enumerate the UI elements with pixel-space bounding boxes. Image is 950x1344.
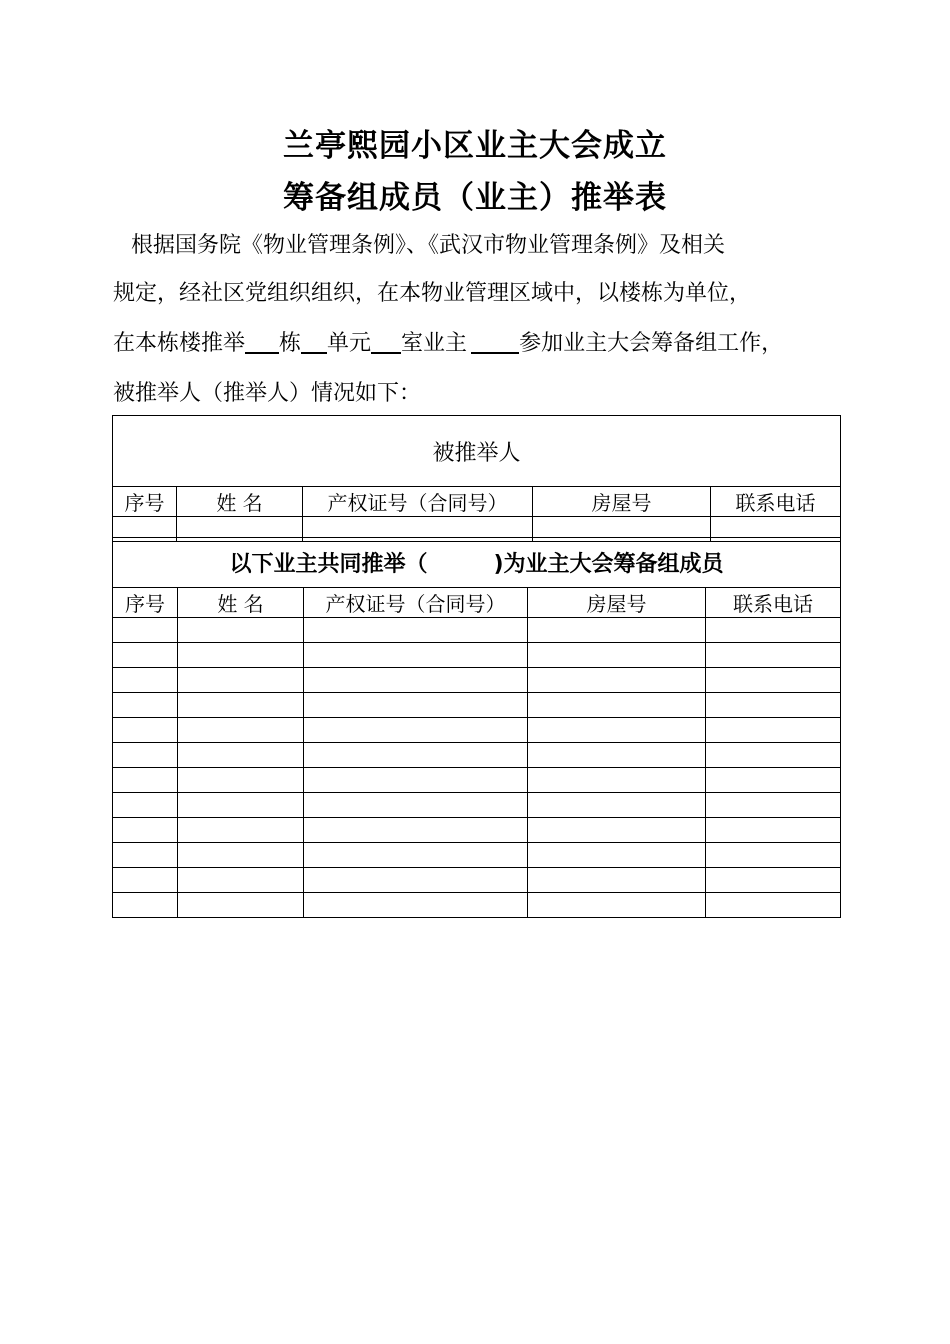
- table-cell[interactable]: [528, 618, 706, 643]
- document-title-line2: 筹备组成员（业主）推举表: [283, 180, 667, 216]
- nominee-banner: 被推举人: [113, 416, 841, 487]
- table-cell[interactable]: [528, 893, 706, 918]
- table-cell[interactable]: [304, 893, 528, 918]
- col-header-house: 房屋号: [533, 487, 711, 517]
- table-cell[interactable]: [113, 893, 178, 918]
- table-row: [113, 618, 841, 643]
- intro-line-1: 根据国务院《物业管理条例》、《武汉市物业管理条例》及相关: [131, 233, 726, 258]
- table-cell[interactable]: [178, 868, 304, 893]
- unit-blank[interactable]: [301, 330, 327, 354]
- table-cell[interactable]: [178, 768, 304, 793]
- nominee-table: [112, 415, 841, 542]
- table-cell[interactable]: [178, 668, 304, 693]
- table-cell[interactable]: [706, 843, 841, 868]
- table-cell[interactable]: [113, 643, 178, 668]
- intro-line3-text-4: 室业主: [401, 331, 468, 356]
- recommender-header-row: [113, 588, 841, 618]
- table-cell[interactable]: [528, 793, 706, 818]
- table-cell[interactable]: [528, 718, 706, 743]
- table-row: [113, 743, 841, 768]
- table-cell[interactable]: [178, 818, 304, 843]
- table-cell[interactable]: [113, 843, 178, 868]
- table-cell[interactable]: [304, 743, 528, 768]
- table-cell[interactable]: [528, 818, 706, 843]
- table-row: [113, 893, 841, 918]
- table-cell[interactable]: [178, 843, 304, 868]
- table-cell[interactable]: [178, 743, 304, 768]
- col-header-house: 房屋号: [528, 588, 706, 618]
- table-cell[interactable]: [528, 868, 706, 893]
- table-cell[interactable]: [304, 768, 528, 793]
- document-title-line1: 兰亭熙园小区业主大会成立: [283, 128, 667, 164]
- table-row: [113, 793, 841, 818]
- intro-line3-text-3: 单元: [327, 331, 372, 356]
- col-header-phone: 联系电话: [706, 588, 841, 618]
- table-cell[interactable]: [113, 618, 178, 643]
- table-cell[interactable]: [706, 793, 841, 818]
- room-blank[interactable]: [371, 330, 401, 354]
- table-cell[interactable]: [706, 768, 841, 793]
- col-header-name: 姓 名: [178, 588, 304, 618]
- table-cell[interactable]: [706, 743, 841, 768]
- table-row: [113, 818, 841, 843]
- table-cell[interactable]: [706, 668, 841, 693]
- table-row: [113, 693, 841, 718]
- table-cell[interactable]: [113, 668, 178, 693]
- table-cell[interactable]: [113, 743, 178, 768]
- table-cell[interactable]: [304, 618, 528, 643]
- table-cell[interactable]: [113, 868, 178, 893]
- intro-line-3: [113, 326, 853, 357]
- table-cell[interactable]: [706, 693, 841, 718]
- table-row: [113, 868, 841, 893]
- table-cell[interactable]: [528, 743, 706, 768]
- table-cell[interactable]: [528, 843, 706, 868]
- table-row: [113, 643, 841, 668]
- table-cell[interactable]: [528, 643, 706, 668]
- table-cell[interactable]: [178, 693, 304, 718]
- intro-line-4: 被推举人（推举人）情况如下：: [113, 381, 422, 406]
- recommender-banner: 以下业主共同推举（ )为业主大会筹备组成员: [113, 538, 841, 588]
- table-cell[interactable]: [706, 868, 841, 893]
- intro-line3-text-2: 栋: [279, 331, 302, 356]
- table-cell[interactable]: [113, 693, 178, 718]
- table-cell[interactable]: [178, 718, 304, 743]
- intro-line-2: 规定，经社区党组织组织，在本物业管理区域中，以楼栋为单位，: [113, 281, 752, 306]
- table-cell[interactable]: [304, 718, 528, 743]
- recommender-table: [112, 537, 841, 918]
- table-cell[interactable]: [528, 693, 706, 718]
- table-cell[interactable]: [304, 643, 528, 668]
- table-row: [113, 768, 841, 793]
- table-cell[interactable]: [113, 768, 178, 793]
- table-cell[interactable]: [304, 868, 528, 893]
- table-cell[interactable]: [178, 893, 304, 918]
- table-cell[interactable]: [304, 668, 528, 693]
- col-header-name: 姓 名: [177, 487, 303, 517]
- table-cell[interactable]: [706, 893, 841, 918]
- col-header-certificate: 产权证号（合同号）: [303, 487, 533, 517]
- table-cell[interactable]: [304, 793, 528, 818]
- building-blank[interactable]: [245, 330, 279, 354]
- table-cell[interactable]: [528, 668, 706, 693]
- table-cell[interactable]: [304, 818, 528, 843]
- table-cell[interactable]: [178, 643, 304, 668]
- intro-line3-text-1: 在本栋楼推举: [113, 331, 246, 356]
- table-cell[interactable]: [178, 793, 304, 818]
- table-cell[interactable]: [304, 843, 528, 868]
- col-header-certificate: 产权证号（合同号）: [304, 588, 528, 618]
- table-cell[interactable]: [113, 818, 178, 843]
- table-cell[interactable]: [706, 718, 841, 743]
- table-cell[interactable]: [178, 618, 304, 643]
- table-row: [113, 843, 841, 868]
- col-header-phone: 联系电话: [711, 487, 841, 517]
- table-cell[interactable]: [528, 768, 706, 793]
- table-cell[interactable]: [706, 818, 841, 843]
- col-header-index: 序号: [113, 588, 178, 618]
- table-cell[interactable]: [113, 793, 178, 818]
- table-cell[interactable]: [706, 618, 841, 643]
- col-header-index: 序号: [113, 487, 177, 517]
- table-cell[interactable]: [706, 643, 841, 668]
- intro-line3-text-5: 参加业主大会筹备组工作，: [519, 331, 784, 356]
- table-cell[interactable]: [113, 718, 178, 743]
- table-row: [113, 718, 841, 743]
- table-cell[interactable]: [304, 693, 528, 718]
- owner-name-blank[interactable]: [471, 330, 519, 354]
- table-row: [113, 668, 841, 693]
- nominee-header-row: [113, 487, 841, 517]
